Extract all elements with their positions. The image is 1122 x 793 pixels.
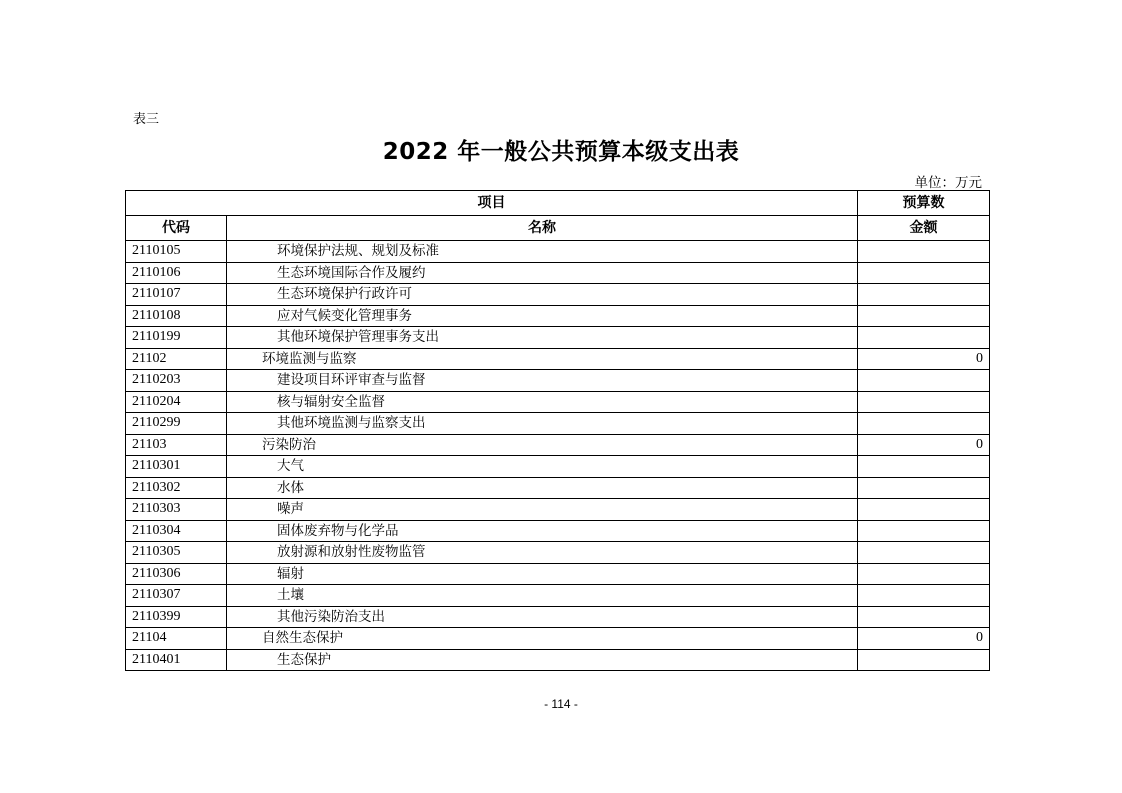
row-name: 核与辐射安全监督 <box>227 391 858 413</box>
row-amount <box>858 413 990 435</box>
row-amount: 0 <box>858 348 990 370</box>
unit-label: 单位：万元 <box>914 175 982 191</box>
row-code: 2110304 <box>126 520 227 542</box>
table-row <box>126 585 990 607</box>
row-name: 生态保护 <box>227 649 858 671</box>
table-row <box>126 262 990 284</box>
table-row <box>126 456 990 478</box>
budget-table <box>125 190 990 671</box>
row-code: 21103 <box>126 434 227 456</box>
row-amount <box>858 606 990 628</box>
row-name: 其他环境保护管理事务支出 <box>227 327 858 349</box>
header-project: 项目 <box>126 191 858 216</box>
row-name: 环境监测与监察 <box>227 348 858 370</box>
row-code: 2110301 <box>126 456 227 478</box>
table-row <box>126 563 990 585</box>
row-code: 2110106 <box>126 262 227 284</box>
row-name: 水体 <box>227 477 858 499</box>
row-code: 2110305 <box>126 542 227 564</box>
row-name: 建设项目环评审查与监督 <box>227 370 858 392</box>
table-row <box>126 391 990 413</box>
row-name: 其他环境监测与监察支出 <box>227 413 858 435</box>
table-row <box>126 284 990 306</box>
table-row <box>126 499 990 521</box>
row-code: 2110299 <box>126 413 227 435</box>
table-label: 表三 <box>133 112 160 127</box>
row-amount <box>858 585 990 607</box>
row-name: 辐射 <box>227 563 858 585</box>
header-row-columns <box>126 216 990 241</box>
table-row <box>126 370 990 392</box>
header-name: 名称 <box>227 216 858 241</box>
table-row <box>126 520 990 542</box>
row-name: 固体废弃物与化学品 <box>227 520 858 542</box>
table-row <box>126 434 990 456</box>
table-body <box>126 241 990 671</box>
row-name: 土壤 <box>227 585 858 607</box>
row-amount <box>858 327 990 349</box>
row-code: 2110199 <box>126 327 227 349</box>
row-name: 生态环境国际合作及履约 <box>227 262 858 284</box>
table-row <box>126 241 990 263</box>
row-code: 2110306 <box>126 563 227 585</box>
header-row-group <box>126 191 990 216</box>
table-row <box>126 649 990 671</box>
row-name: 噪声 <box>227 499 858 521</box>
row-amount <box>858 563 990 585</box>
row-code: 2110204 <box>126 391 227 413</box>
row-amount: 0 <box>858 434 990 456</box>
row-name: 污染防治 <box>227 434 858 456</box>
row-name: 大气 <box>227 456 858 478</box>
row-name: 应对气候变化管理事务 <box>227 305 858 327</box>
row-name: 生态环境保护行政许可 <box>227 284 858 306</box>
row-amount <box>858 241 990 263</box>
page-title: 2022 年一般公共预算本级支出表 <box>382 139 740 165</box>
row-amount <box>858 370 990 392</box>
table-row <box>126 628 990 650</box>
row-name: 放射源和放射性废物监管 <box>227 542 858 564</box>
row-code: 2110108 <box>126 305 227 327</box>
row-code: 2110203 <box>126 370 227 392</box>
row-code: 2110307 <box>126 585 227 607</box>
row-name: 环境保护法规、规划及标准 <box>227 241 858 263</box>
table-row <box>126 327 990 349</box>
header-budget: 预算数 <box>858 191 990 216</box>
row-amount: 0 <box>858 628 990 650</box>
table-row <box>126 413 990 435</box>
page-number: - 114 - <box>544 697 578 711</box>
table-row <box>126 542 990 564</box>
row-amount <box>858 456 990 478</box>
table-row <box>126 305 990 327</box>
row-code: 2110302 <box>126 477 227 499</box>
table-row <box>126 477 990 499</box>
header-code: 代码 <box>126 216 227 241</box>
row-amount <box>858 477 990 499</box>
row-code: 2110303 <box>126 499 227 521</box>
row-code: 2110401 <box>126 649 227 671</box>
row-amount <box>858 520 990 542</box>
row-amount <box>858 542 990 564</box>
row-code: 2110105 <box>126 241 227 263</box>
row-amount <box>858 305 990 327</box>
row-amount <box>858 499 990 521</box>
row-code: 2110107 <box>126 284 227 306</box>
row-name: 其他污染防治支出 <box>227 606 858 628</box>
row-code: 21104 <box>126 628 227 650</box>
row-amount <box>858 391 990 413</box>
row-amount <box>858 284 990 306</box>
table-row <box>126 606 990 628</box>
row-name: 自然生态保护 <box>227 628 858 650</box>
row-amount <box>858 262 990 284</box>
row-code: 2110399 <box>126 606 227 628</box>
row-amount <box>858 649 990 671</box>
header-amount: 金额 <box>858 216 990 241</box>
row-code: 21102 <box>126 348 227 370</box>
table-row <box>126 348 990 370</box>
